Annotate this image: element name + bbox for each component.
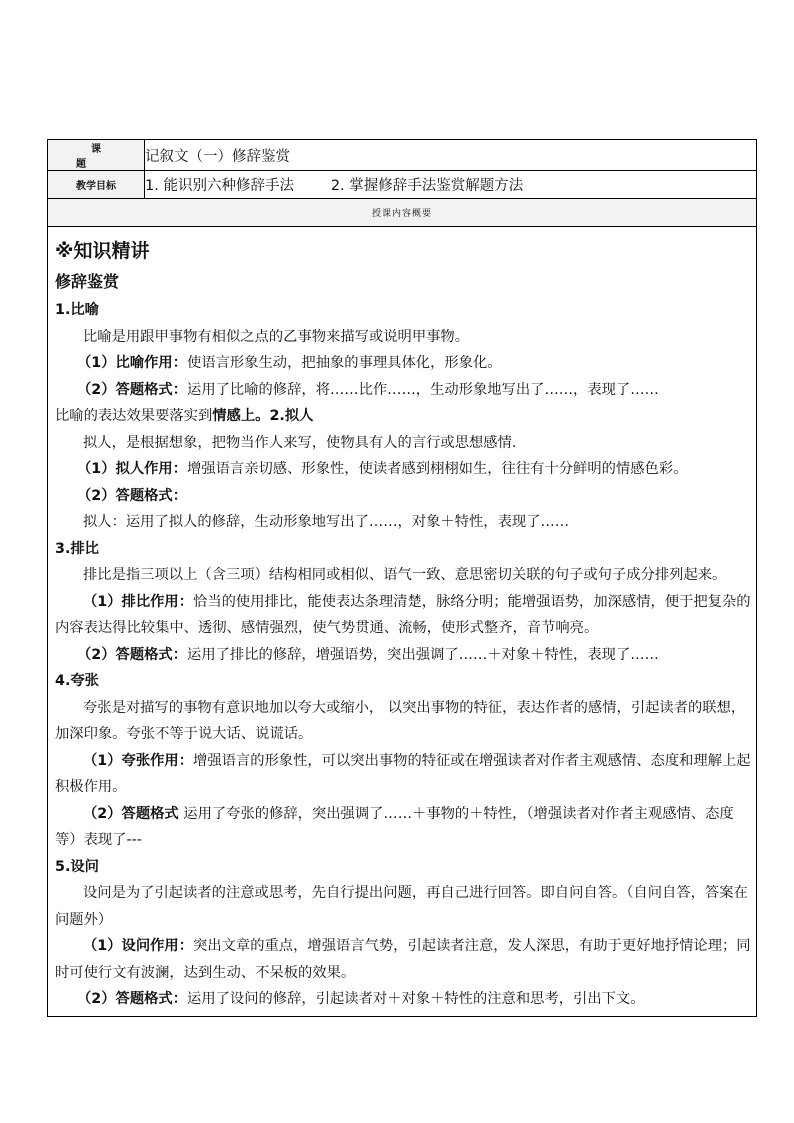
rhetorical-question-format-label: （2）答题格式： xyxy=(77,991,188,1007)
goal-label: 教学目标 xyxy=(48,171,145,199)
goal-value xyxy=(145,171,757,199)
summary-band: 授课内容概要 xyxy=(48,199,757,227)
hyperbole-effect-text: 增强语言的形象性，可以突出事物的特征或在增强读者对作者主观感情、态度和理解上起积极作用。 xyxy=(55,752,751,795)
personification-effect xyxy=(55,456,756,483)
parallelism-effect-text: 恰当的使用排比，能使表达条理清楚，脉络分明；能增强语势，加深感情，便于把复杂的内容表达得比较集中、透彻、感情强烈，使气势贯通、流畅，使形式整齐，音节响亮。 xyxy=(55,593,751,636)
rhetorical-question-effect xyxy=(55,933,756,986)
lesson-header-table xyxy=(47,139,757,227)
heading-metaphor: 1.比喻 xyxy=(55,302,99,318)
goal-row xyxy=(48,171,757,199)
personification-effect-text: 增强语言亲切感、形象性，使读者感到栩栩如生，往往有十分鲜明的情感色彩。 xyxy=(187,461,688,477)
rhetorical-question-format xyxy=(55,986,756,1013)
personification-effect-label: （1）拟人作用： xyxy=(77,461,188,477)
metaphor-note-bold: 情感上。 xyxy=(212,408,270,424)
parallelism-format xyxy=(55,642,756,669)
personification-definition: 拟人，是根据想象，把物当作人来写，使物具有人的言行或思想感情. xyxy=(83,434,517,451)
hyperbole-format-label: （2）答题格式 xyxy=(83,805,179,822)
metaphor-note xyxy=(55,403,756,430)
sub-title: 修辞鉴赏 xyxy=(55,272,120,291)
heading-parallelism: 3.排比 xyxy=(55,540,99,557)
topic-value: 记叙文（一）修辞鉴赏 xyxy=(145,140,757,171)
hyperbole-effect xyxy=(55,748,756,801)
metaphor-format-text: 运用了比喻的修辞，将……比作……，生动形象地写出了……，表现了…… xyxy=(187,381,659,398)
parallelism-definition: 排比是指三项以上（含三项）结构相同或相似、语气一致、意思密切关联的句子或句子成分排列起来。 xyxy=(83,567,727,583)
hyperbole-effect-label: （1）夸张作用： xyxy=(83,752,194,769)
parallelism-format-label: （2）答题格式： xyxy=(77,646,188,663)
topic-label: 课 题 xyxy=(48,140,145,171)
metaphor-note-text: 比喻的表达效果要落实到 xyxy=(55,408,213,424)
section-title: ※知识精讲 xyxy=(55,240,150,262)
lesson-sheet xyxy=(47,139,757,1017)
heading-hyperbole: 4.夸张 xyxy=(55,673,99,689)
summary-band-row xyxy=(48,199,757,227)
metaphor-format xyxy=(55,377,756,404)
personification-format xyxy=(55,483,756,510)
parallelism-effect-label: （1）排比作用： xyxy=(83,593,194,610)
topic-row xyxy=(48,140,757,171)
goal-item-1: 1. 能识别六种修辞手法 xyxy=(145,178,294,194)
rhetorical-question-effect-text: 突出文章的重点，增强语言气势，引起读者注意，发人深思，有助于更好地抒情论理；同时可使行文有波澜，达到生动、不呆板的效果。 xyxy=(55,938,751,981)
heading-personification: 2.拟人 xyxy=(269,408,314,424)
metaphor-format-label: （2）答题格式： xyxy=(77,381,188,398)
personification-format-text: 拟人：运用了拟人的修辞，生动形象地写出了……，对象＋特性，表现了…… xyxy=(83,514,570,530)
metaphor-effect-label: （1）比喻作用： xyxy=(77,355,188,371)
rhetorical-question-definition: 设问是为了引起读者的注意或思考，先自行提出问题，再自己进行回答。即自问自答。（自问自答，答案在问题外） xyxy=(55,885,748,928)
parallelism-effect xyxy=(55,589,756,642)
metaphor-effect xyxy=(55,350,756,377)
hyperbole-definition: 夸张是对描写的事物有意识地加以夸大或缩小， 以突出事物的特征，表达作者的感情，引起读者的联想，加深印象。夸张不等于说大话、说谎话。 xyxy=(55,699,746,742)
goal-item-2: 2. 掌握修辞手法鉴赏解题方法 xyxy=(330,178,524,194)
hyperbole-format-text: 运用了夸张的修辞，突出强调了……＋事物的＋特性，（增强读者对作者主观感情、态度等）表现了--- xyxy=(55,805,734,848)
rhetorical-question-format-text: 运用了设问的修辞，引起读者对＋对象＋特性的注意和思考，引出下文。 xyxy=(187,991,645,1007)
personification-format-label: （2）答题格式： xyxy=(77,487,188,504)
parallelism-format-text: 运用了排比的修辞，增强语势，突出强调了……＋对象＋特性，表现了…… xyxy=(187,646,659,663)
lesson-content xyxy=(47,227,757,1017)
rhetorical-question-effect-label: （1）设问作用： xyxy=(83,938,194,954)
heading-rhetorical-question: 5.设问 xyxy=(55,858,99,875)
metaphor-effect-text: 使语言形象生动，把抽象的事理具体化，形象化。 xyxy=(187,355,502,371)
metaphor-definition: 比喻是用跟甲事物有相似之点的乙事物来描写或说明甲事物。 xyxy=(83,328,470,345)
hyperbole-format xyxy=(55,801,756,854)
